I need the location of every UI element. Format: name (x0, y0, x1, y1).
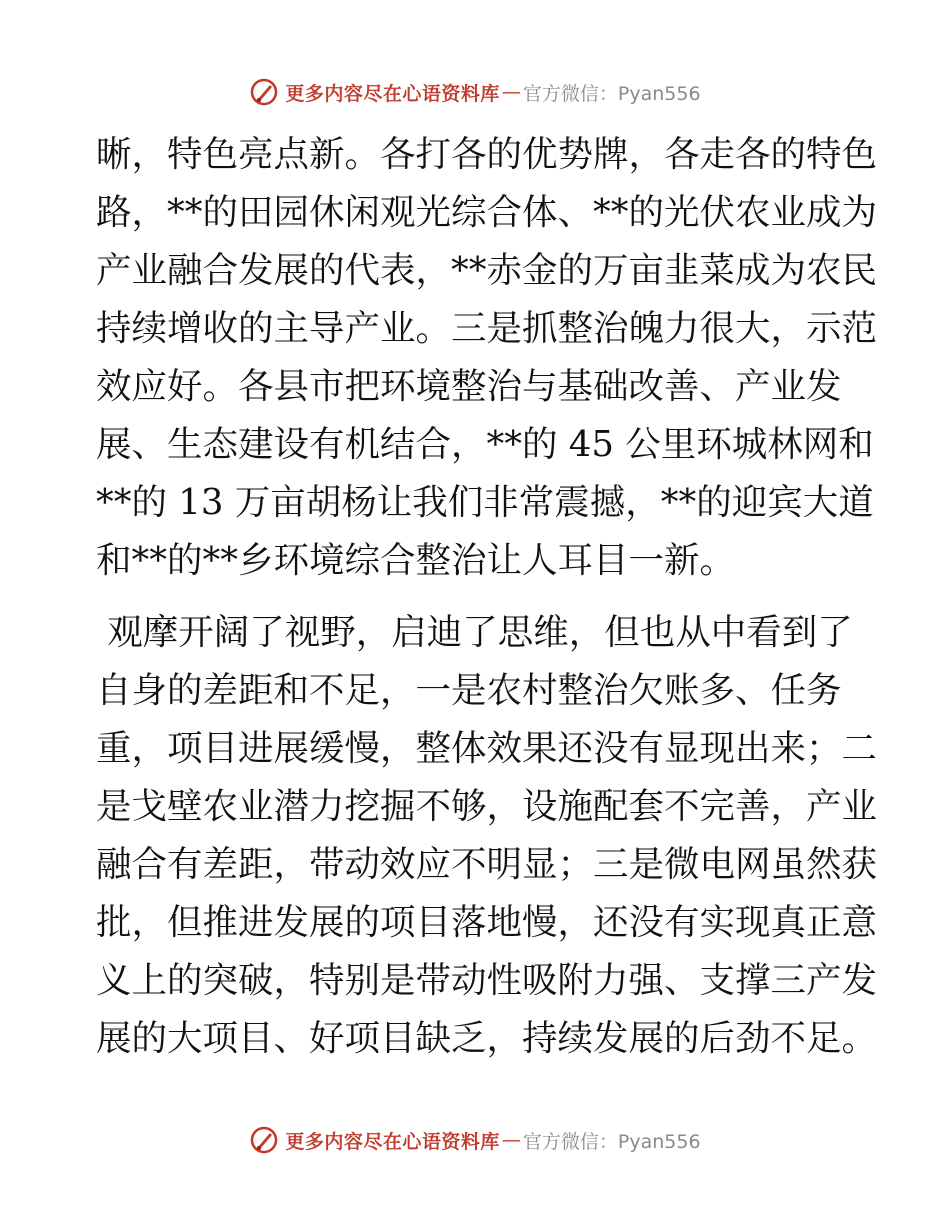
watermark-separator: — (501, 1129, 521, 1151)
text-line: 义上的突破，特别是带动性吸附力强、支撑三产发 (96, 960, 878, 1001)
text-line: 融合有差距，带动效应不明显；三是微电网虽然获 (96, 844, 878, 885)
text-line: **的 13 万亩胡杨让我们非常震撼，**的迎宾大道 (96, 482, 874, 523)
text-line: 持续增收的主导产业。三是抓整治魄力很大，示范 (96, 308, 878, 349)
text-line: 观摩开阔了视野，启迪了思维，但也从中看到了 (96, 612, 853, 653)
text-line: 产业融合发展的代表，**赤金的万亩韭菜成为农民 (96, 250, 878, 291)
paragraph-1 (96, 126, 878, 590)
text-line: 路，**的田园休闲观光综合体、**的光伏农业成为 (96, 192, 878, 233)
text-line: 批，但推进发展的项目落地慢，还没有实现真正意 (96, 902, 878, 943)
text-line: 是戈壁农业潜力挖掘不够，设施配套不完善，产业 (96, 786, 878, 827)
text-line: 效应好。各县市把环境整治与基础改善、产业发 (96, 366, 842, 407)
watermark-separator: — (501, 81, 521, 103)
quill-pen-logo-icon (249, 1125, 279, 1155)
text-line: 展、生态建设有机结合，**的 45 公里环城林网和 (96, 424, 874, 465)
text-line: 和**的**乡环境综合整治让人耳目一新。 (96, 540, 736, 581)
text-line: 重，项目进展缓慢，整体效果还没有显现出来；二 (96, 728, 878, 769)
quill-pen-logo-icon (249, 77, 279, 107)
header-watermark (0, 72, 950, 112)
text-line: 晰，特色亮点新。各打各的优势牌，各走各的特色 (96, 134, 878, 175)
watermark-wechat: 官方微信：Pyan556 (522, 1130, 701, 1153)
text-line: 自身的差距和不足，一是农村整治欠账多、任务 (96, 670, 842, 711)
text-line: 展的大项目、好项目缺乏，持续发展的后劲不足。 (96, 1018, 878, 1059)
paragraph-2 (96, 604, 878, 1068)
watermark-site-name: 更多内容尽在心语资料库 (285, 1130, 500, 1153)
document-body (96, 126, 878, 1068)
footer-watermark (0, 1120, 950, 1160)
watermark-site-name: 更多内容尽在心语资料库 (285, 82, 500, 105)
watermark-wechat: 官方微信：Pyan556 (522, 82, 701, 105)
